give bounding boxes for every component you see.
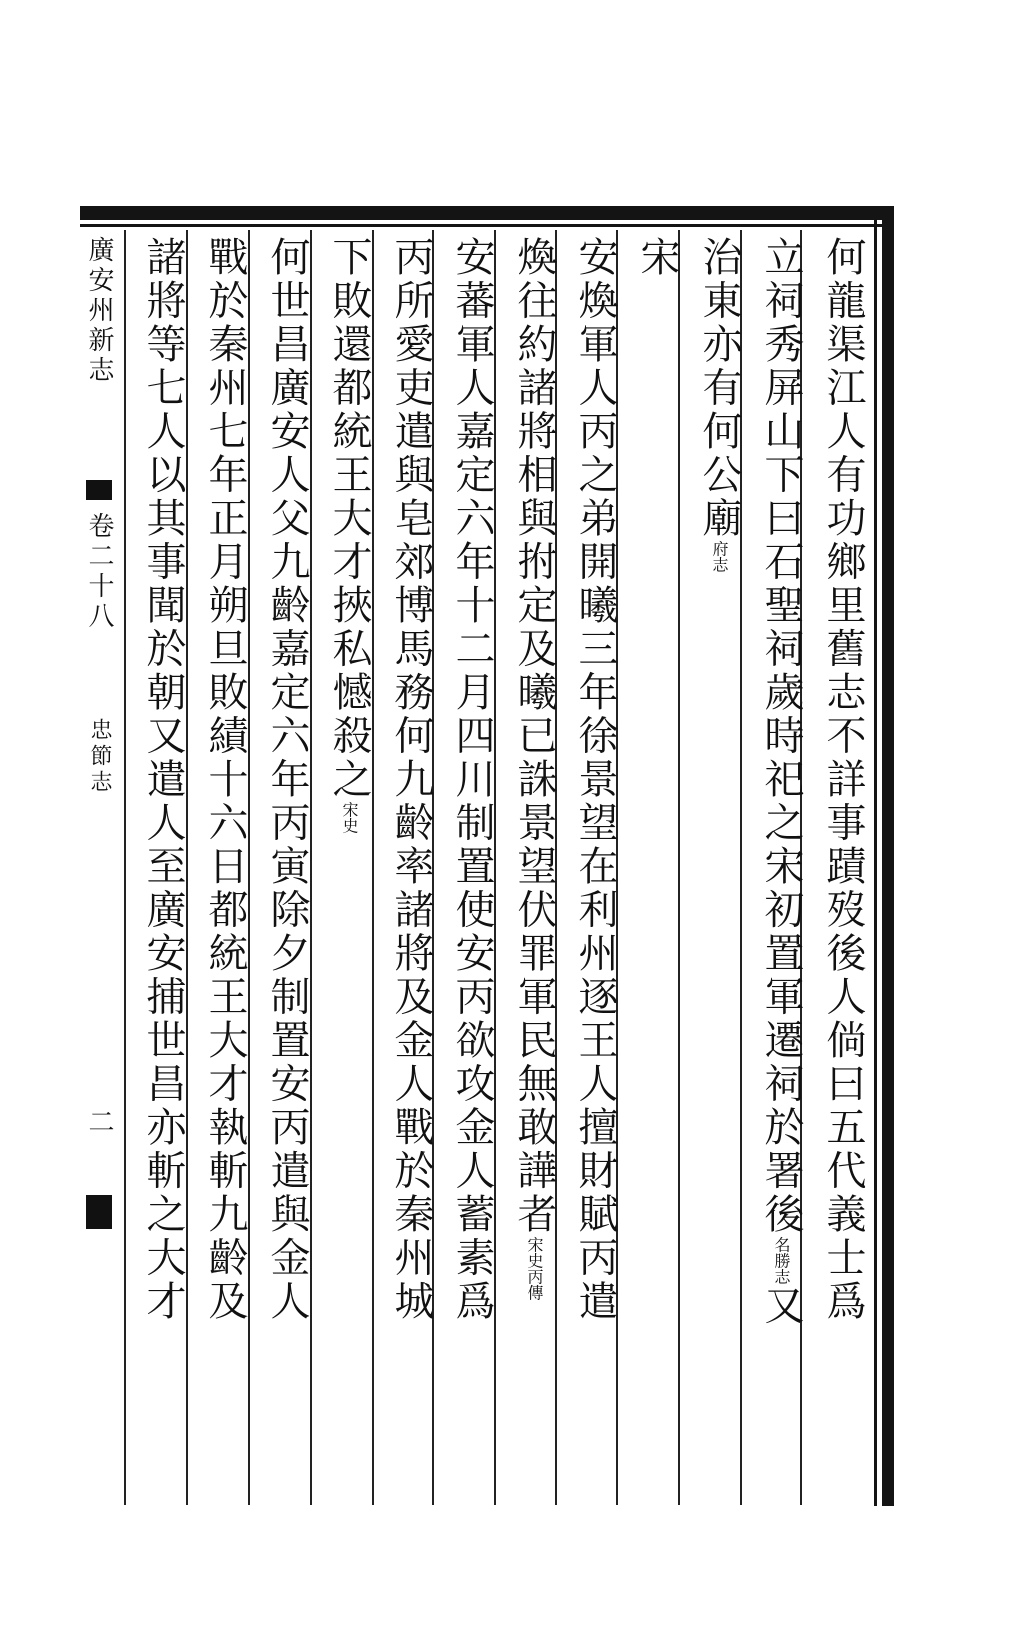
- column-text: 諸將等七人以其事聞於朝又遣人至廣安捕世昌亦斬之大才: [140, 236, 186, 1324]
- text-column-6: [509, 236, 559, 1301]
- text-column-9: [324, 236, 374, 834]
- text-column-11: [200, 236, 250, 1324]
- source-note: 宋史: [340, 801, 359, 834]
- margin-title: [82, 236, 116, 386]
- volume-label: 卷二十八: [84, 512, 114, 632]
- text-column-4: [632, 236, 682, 280]
- margin-section: [82, 718, 116, 796]
- page-frame-top: [80, 206, 892, 220]
- fishtail-mark: [86, 1195, 112, 1229]
- column-text: 安煥軍人丙之弟開曦三年徐景望在利州逐王人擅財賦丙遣: [572, 236, 618, 1324]
- text-column-10: [262, 236, 312, 1324]
- source-note: 名勝志: [772, 1236, 791, 1285]
- page-number: 二: [84, 1108, 114, 1138]
- margin-page: [82, 1108, 116, 1138]
- section-label: 忠節志: [87, 718, 112, 796]
- column-text: 下敗還都統王大才挾私憾殺之: [326, 236, 372, 802]
- column-text: 丙所愛吏遣與皂郊博馬務何九齡率諸將及金人戰於秦州城: [388, 236, 434, 1324]
- column-text: 煥往約諸將相與拊定及曦已誅景望伏罪軍民無敢譁者: [511, 236, 557, 1237]
- column-text: 戰於秦州七年正月朔旦敗績十六日都統王大才執斬九齡及: [202, 236, 248, 1324]
- column-text: 治東亦有何公廟: [696, 236, 742, 541]
- column-text: 立祠秀屏山下曰石聖祠歲時祀之宋初置軍遷祠於署後: [758, 236, 804, 1237]
- column-text: 何世昌廣安人父九齡嘉定六年丙寅除夕制置安丙遣與金人: [264, 236, 310, 1324]
- page-frame-right-inner: [874, 206, 877, 1506]
- column-text-tail: 又: [758, 1284, 804, 1328]
- column-text: 安蕃軍人嘉定六年十二月四川制置使安丙欲攻金人蓄素爲: [449, 236, 495, 1324]
- text-column-8: [386, 236, 436, 1324]
- text-column-12: [138, 236, 188, 1324]
- margin-volume: [82, 512, 116, 632]
- column-rule: [678, 230, 680, 1505]
- dynasty-heading: 宋: [634, 236, 680, 280]
- text-column-7: [447, 236, 497, 1324]
- column-text: 何龍渠江人有功鄉里舊志不詳事蹟歿後人倘曰五代義士爲: [820, 236, 866, 1324]
- source-note: 府志: [710, 540, 729, 573]
- text-column-5: [570, 236, 620, 1324]
- page-frame-right: [882, 206, 894, 1506]
- text-column-1: [818, 236, 868, 1324]
- page-frame-top-inner: [80, 224, 892, 227]
- text-column-2: [756, 236, 806, 1328]
- source-note: 宋史丙傳: [525, 1236, 544, 1301]
- text-column-3: [694, 236, 744, 573]
- column-rule: [124, 230, 126, 1505]
- fishtail-mark: [86, 480, 112, 500]
- book-title: 廣安州新志: [84, 236, 114, 386]
